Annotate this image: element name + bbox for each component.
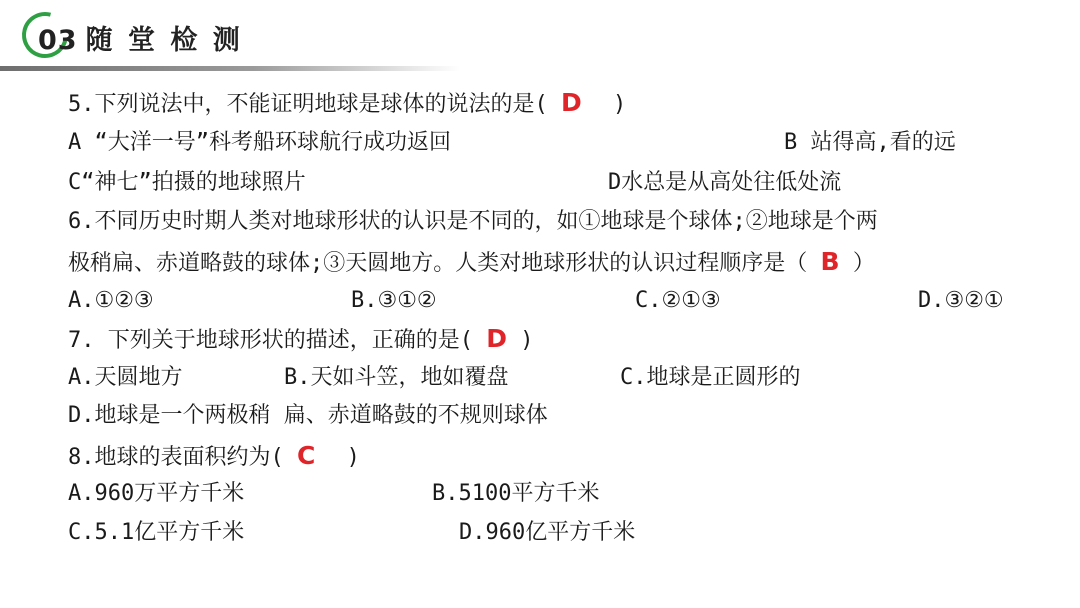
q6-stem-1: 6.不同历史时期人类对地球形状的认识是不同的，如①地球是个球体;②地球是个两 — [68, 209, 878, 234]
q5-option-b: B 站得高,看的远 — [784, 130, 956, 155]
q8-options-cd — [68, 516, 1028, 550]
q6-stem-line2 — [68, 245, 875, 279]
q5-option-a: A “大洋一号”科考船环球航行成功返回 — [68, 130, 451, 155]
section-title-text: 随 堂 检 测 — [85, 25, 243, 56]
q5-option-c: C“神七”拍摄的地球照片 — [68, 170, 306, 195]
q6-option-c: C.②①③ — [635, 288, 721, 313]
q6-stem-2: 极稍扁、赤道略鼓的球体;③天圆地方。人类对地球形状的认识过程顺序是（ — [68, 251, 808, 276]
q6-stem-line1 — [68, 205, 878, 239]
section-number: 03 — [38, 25, 78, 56]
q7-answer: D — [486, 324, 507, 353]
q7-stem: 7. 下列关于地球形状的描述，正确的是( — [68, 328, 473, 353]
q6-option-d: D.③②① — [918, 288, 1004, 313]
q7-stem-line — [68, 322, 534, 356]
q8-answer: C — [297, 441, 316, 470]
q7-close: ) — [520, 328, 534, 353]
q7-options-abc — [68, 361, 1028, 395]
q5-answer: D — [561, 88, 582, 117]
q8-option-d: D.960亿平方千米 — [459, 520, 636, 545]
q6-answer: B — [820, 247, 840, 276]
q8-stem-line — [68, 439, 360, 473]
q5-options-ab — [68, 126, 1028, 160]
q5-stem: 5.下列说法中，不能证明地球是球体的说法的是( — [68, 92, 548, 117]
q6-options — [68, 284, 1028, 318]
q7-option-b: B.天如斗笠，地如覆盘 — [284, 365, 509, 390]
q6-option-b: B.③①② — [351, 288, 437, 313]
slide-header — [0, 0, 1080, 75]
q7-option-d: D.地球是一个两极稍 扁、赤道略鼓的不规则球体 — [68, 403, 548, 428]
q6-option-a: A.①②③ — [68, 288, 154, 313]
q8-close: ) — [346, 445, 360, 470]
q8-option-a: A.960万平方千米 — [68, 481, 245, 506]
q8-option-c: C.5.1亿平方千米 — [68, 520, 245, 545]
q8-option-b: B.5100平方千米 — [432, 481, 600, 506]
section-title — [38, 18, 243, 57]
q5-stem-line — [68, 86, 626, 120]
q6-close: ） — [852, 251, 875, 276]
q5-options-cd — [68, 166, 1028, 200]
q7-option-a: A.天圆地方 — [68, 365, 183, 390]
q8-options-ab — [68, 477, 1028, 511]
q5-option-d: D水总是从高处往低处流 — [608, 170, 842, 195]
header-divider — [0, 66, 460, 71]
q8-stem: 8.地球的表面积约为( — [68, 445, 284, 470]
q5-close: ) — [613, 92, 627, 117]
q7-option-c: C.地球是正圆形的 — [620, 365, 801, 390]
q7-option-d-line — [68, 399, 548, 433]
